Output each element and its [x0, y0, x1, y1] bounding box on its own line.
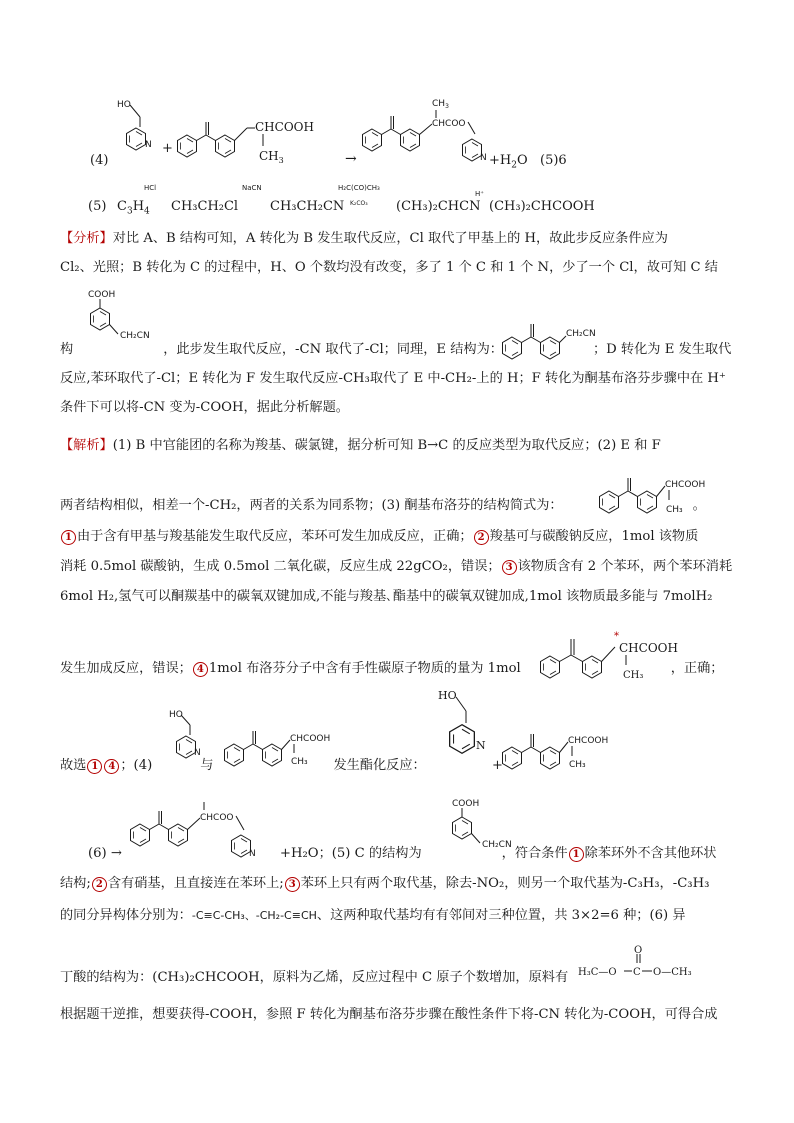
solution-line-8: (6) → +H₂O；(5) C 的结构为 ，符合条件 1 除苯环外不含其他环状 [88, 846, 717, 861]
solution-line-11: 丁酸的结构为：(CH₃)₂CHCOOH，原料为乙烯，反应过程中 C 原子个数增加，原料有 [60, 970, 569, 985]
solution-line-10: 的同分异构体分别为：-C≡C-CH₃、-CH₂-C≡CH、这两种取代基均有有邻间对三种位置，共 3×2=6 种；(6) 异 [60, 908, 686, 923]
marker-7-1: 1 [87, 759, 102, 774]
prod-n-label: N [480, 153, 487, 163]
route-label: (5) [88, 199, 107, 214]
analysis-line-2: Cl₂、光照；B 转化为 C 的过程中，H、O 个数均没有改变，多了 1 个 C 和 1 个 N，少了一个 Cl，故可知 C 结 [60, 260, 718, 275]
chcooh-label: CHCOOH [255, 120, 314, 134]
pyridinemethanol-structure-3 [430, 685, 500, 765]
reagent-k2co3: K₂CO₃ [350, 200, 368, 207]
n-label: N [145, 140, 152, 150]
solution-line-9: 结构; 2 含有硝基，且直接连在苯环上; 3 苯环上只有两个取代基，除去-NO₂，则另一个取代基为-C₃H₃，-C₃H₃ [60, 876, 710, 891]
marker-c3: 3 [285, 877, 300, 892]
route-step3: (CH₃)₂CHCN [396, 199, 481, 214]
chiral-star: * [614, 631, 619, 642]
carbonate-right: O—CH₃ [653, 967, 692, 978]
reaction-arrow: → [345, 151, 357, 167]
ket3-ch3: CH₃ [291, 757, 308, 767]
solution-line-1: 【解析】(1) B 中官能团的名称为羧基、碳氯键，据分析可知 B→C 的反应类型为取代反应；(2) E 和 F [60, 438, 661, 453]
ket2-ch3: CH₃ [666, 505, 683, 515]
pyridinemethanol-structure-2 [165, 705, 215, 770]
ket2-chcooh: CHCOOH [665, 480, 706, 490]
q4-label: (4) [90, 153, 109, 168]
chiral-ch3: CH₃ [623, 670, 644, 681]
marker-3: 3 [502, 560, 517, 575]
solution-line-12: 根据题干逆推，想要获得-COOH，参照 F 转化为酮基布洛芬步骤在酸性条件下将-CN 转化为-COOH，可得合成 [60, 1007, 718, 1022]
dimethyl-carbonate-structure [578, 945, 738, 985]
ketoprofen-structure-2 [597, 462, 727, 517]
pm2-ho: HO [169, 710, 183, 720]
pm2-n: N [194, 748, 201, 758]
route-step4: (CH₃)₂CHCOOH [489, 199, 595, 214]
c-cooh-label: COOH [88, 290, 116, 300]
ket4-chcooh: CHCOOH [568, 736, 609, 746]
reagent-carbonate: H₂C(CO)CH₃ [338, 184, 380, 192]
route-step0: $C_3H_4$ [117, 199, 150, 217]
reagent-h-plus: H⁺ [475, 190, 484, 198]
analysis-tag: 【分析】 [60, 231, 113, 246]
solution-line-6: 发生加成反应，错误； 4 1mol 布洛芬分子中含有手性碳原子物质的量为 1mol ，正确； [60, 661, 724, 676]
marker-c2: 2 [92, 877, 107, 892]
prod-chcoo-label: CHCOO [432, 119, 466, 129]
ketoprofen-structure [175, 98, 345, 168]
c2-ch2cn: CH₂CN [482, 840, 512, 850]
e-structure [500, 318, 600, 363]
c-ch2cn-label: CH₂CN [120, 331, 150, 341]
route-step2: CH₃CH₂CN [270, 199, 345, 214]
ketoprofen-structure-3 [222, 720, 337, 770]
marker-2: 2 [474, 530, 489, 545]
solution-line-5: 6mol H₂,氢气可以酮羰基中的碳氧双键加成,不能与羧基､酯基中的碳氧双键加成,1mol 该物质最多能与 7molH₂ [60, 589, 713, 604]
analysis-line-5: 条件下可以将-CN 变为-COOH，据此分析解题。 [60, 400, 349, 415]
route-step1: CH₃CH₂Cl [171, 199, 239, 214]
chiral-chcooh: CHCOOH [619, 641, 678, 655]
solution-line-7: 故选 1 4 ；(4) 与 发生酯化反应： [60, 758, 426, 773]
chiral-ketoprofen-structure [535, 615, 695, 685]
ester2-n: N [249, 849, 256, 859]
plus-sign: + [162, 141, 173, 156]
ester-product-structure [360, 98, 500, 168]
ester-product-structure-2 [128, 790, 278, 865]
carbonate-o: O [634, 945, 643, 956]
analysis-line-1: 【分析】对比 A、B 结构可知，A 转化为 B 发生取代反应，Cl 取代了甲基上的 H，故此步反应条件应为 [60, 231, 668, 246]
c2-cooh: COOH [452, 799, 480, 809]
e-ch2cn-label: CH₂CN [566, 329, 596, 339]
solution-line-3: 1 由于含有甲基与羧基能发生取代反应，苯环可发生加成反应，正确； 2 羧基可与碳酸钠反应，1mol 该物质 [60, 528, 698, 546]
ho-label: HO [117, 100, 131, 110]
marker-7-4: 4 [104, 759, 119, 774]
ket3-chcooh: CHCOOH [290, 734, 331, 744]
solution-tag: 【解析】 [60, 438, 113, 453]
carbonate-left: H₃C—O [578, 967, 617, 978]
analysis-line-4: 反应,苯环取代了-Cl；E 转化为 F 发生取代反应-CH₃取代了 E 中-CH₂-上的 H；F 转化为酮基布洛芬步骤中在 H⁺ [60, 371, 726, 386]
reagent-nacn: NaCN [242, 184, 262, 192]
pm3-n: N [476, 739, 486, 752]
plus-sign-2: + [492, 758, 503, 773]
marker-4: 4 [193, 662, 208, 677]
analysis-line-3: 构 ，此步发生取代反应，-CN 取代了-Cl；同理，E 结构为： ；D 转化为 E 发生取代 [60, 342, 732, 357]
solution-line-2: 两者结构相似，相差一个-CH₂，两者的关系为同系物；(3) 酮基布洛芬的结构简式为： 。 [60, 498, 706, 513]
ket4-ch3: CH₃ [569, 760, 586, 770]
prod-ch3-label: $CH_3$ [432, 99, 449, 110]
pm3-ho: HO [438, 689, 457, 702]
ch3-label: $CH_3$ [259, 149, 284, 165]
water-product: $+H_2O$ [489, 153, 528, 171]
reagent-hcl: HCl [144, 184, 157, 192]
ester2-chcoo: CHCOO [200, 813, 234, 823]
c-structure-2 [430, 795, 510, 860]
marker-1: 1 [61, 530, 76, 545]
marker-c1: 1 [569, 847, 584, 862]
carbonate-c: C [633, 967, 641, 978]
q5-answer: (5)6 [540, 153, 567, 168]
ketoprofen-structure-4 [500, 718, 630, 773]
solution-line-4: 消耗 0.5mol 碳酸钠，生成 0.5mol 二氧化碳，反应生成 22gCO₂，错误； 3 该物质含有 2 个苯环，两个苯环消耗 [60, 559, 733, 574]
